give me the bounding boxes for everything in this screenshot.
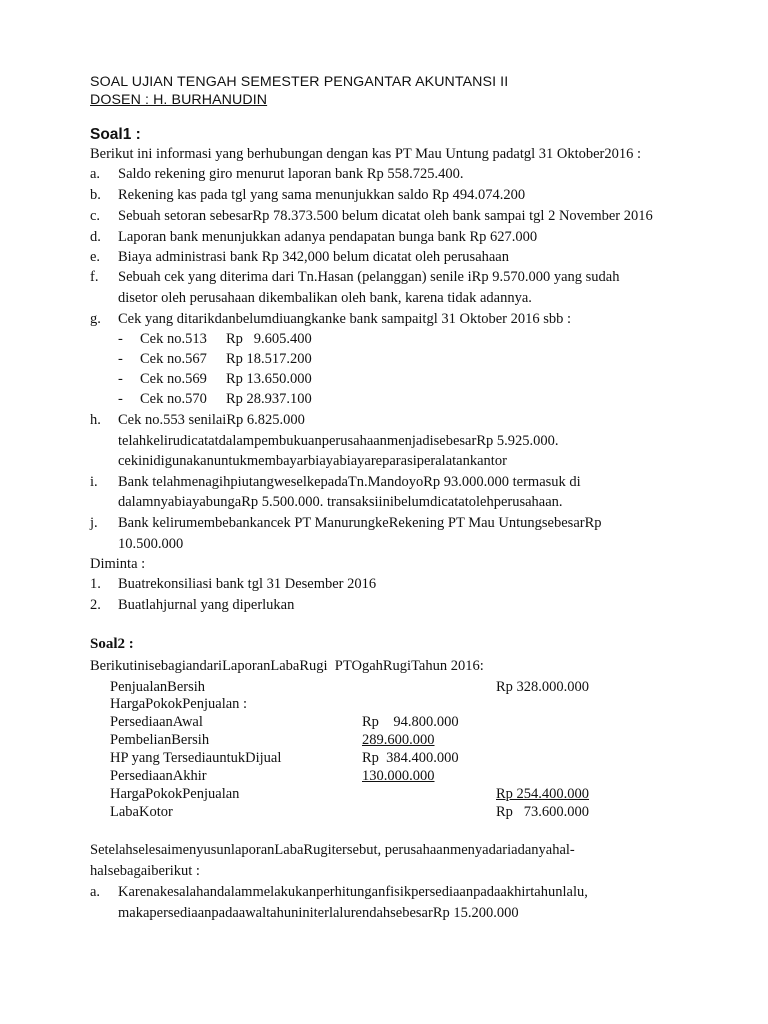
list-item: h. Cek no.553 senilaiRp 6.825.000 bbox=[90, 412, 305, 428]
statement-label: PersediaanAkhir bbox=[110, 768, 207, 784]
list-item: g. Cek yang ditarikdanbelumdiuangkanke bank sampaitgl 31 Oktober 2016 sbb : bbox=[90, 311, 572, 327]
list-item: c. Sebuah setoran sebesarRp 78.373.500 belum dicatat oleh bank sampai tgl 2 November 2016 bbox=[90, 208, 653, 224]
soal2-heading: Soal2 : bbox=[90, 636, 134, 652]
task-item: 1. Buatrekonsiliasi bank tgl 31 Desember 2016 bbox=[90, 576, 377, 592]
list-item-continuation: telahkelirudicatatdalampembukuanperusahaanmenjadisebesarRp 5.925.000. bbox=[118, 433, 559, 449]
statement-total: Rp 254.400.000 bbox=[496, 786, 590, 802]
list-item-continuation: makapersediaanpadaawaltahuniniterlalurendahsebesarRp 15.200.000 bbox=[118, 905, 519, 921]
statement-label: HargaPokokPenjualan bbox=[110, 786, 240, 802]
document-title: SOAL UJIAN TENGAH SEMESTER PENGANTAR AKUNTANSI II bbox=[90, 74, 509, 90]
check-row: - Cek no.569 Rp 13.650.000 bbox=[118, 371, 312, 387]
list-item: i. Bank telahmenagihpiutangweselkepadaTn.MandoyoRp 93.000.000 termasuk di bbox=[90, 474, 581, 490]
statement-total: Rp 328.000.000 bbox=[496, 679, 590, 695]
statement-total: Rp 73.600.000 bbox=[496, 804, 590, 820]
diminta-label: Diminta : bbox=[90, 556, 146, 572]
list-item: j. Bank kelirumembebankancek PT ManurungkeRekening PT Mau UntungsebesarRp bbox=[90, 515, 602, 531]
list-item: e. Biaya administrasi bank Rp 342,000 belum dicatat oleh perusahaan bbox=[90, 249, 509, 265]
statement-label: PersediaanAwal bbox=[110, 714, 203, 730]
list-item-continuation: cekinidigunakanuntukmembayarbiayabiayareparasiperalatankantor bbox=[118, 453, 507, 469]
soal1-intro: Berikut ini informasi yang berhubungan dengan kas PT Mau Untung padatgl 31 Oktober2016 : bbox=[90, 146, 642, 162]
list-item: a. Saldo rekening giro menurut laporan bank Rp 558.725.400. bbox=[90, 166, 464, 182]
statement-amount: Rp 384.400.000 bbox=[362, 750, 459, 766]
list-item-continuation: disetor oleh perusahaan dikembalikan oleh bank, karena tidak adannya. bbox=[118, 290, 532, 306]
check-row: - Cek no.570 Rp 28.937.100 bbox=[118, 391, 312, 407]
check-row: - Cek no.567 Rp 18.517.200 bbox=[118, 351, 312, 367]
check-row: - Cek no.513 Rp 9.605.400 bbox=[118, 331, 312, 347]
paragraph-line: halsebagaiberikut : bbox=[90, 863, 200, 879]
task-item: 2. Buatlahjurnal yang diperlukan bbox=[90, 597, 295, 613]
paragraph-line: SetelahselesaimenyusunlaporanLabaRugitersebut, perusahaanmenyadariadanyahal- bbox=[90, 842, 575, 858]
list-item: f. Sebuah cek yang diterima dari Tn.Hasan (pelanggan) senile iRp 9.570.000 yang sudah bbox=[90, 269, 620, 285]
list-item: b. Rekening kas pada tgl yang sama menunjukkan saldo Rp 494.074.200 bbox=[90, 187, 526, 203]
statement-label: HargaPokokPenjualan : bbox=[110, 696, 248, 712]
statement-label: PembelianBersih bbox=[110, 732, 210, 748]
statement-label: LabaKotor bbox=[110, 804, 173, 820]
list-item: a. Karenakesalahandalammelakukanperhitunganfisikpersediaanpadaakhirtahunlalu, bbox=[90, 884, 588, 900]
lecturer-name: DOSEN : H. BURHANUDIN bbox=[90, 92, 268, 108]
list-item-continuation: dalamnyabiayabungaRp 5.500.000. transaksiinibelumdicatatolehperusahaan. bbox=[118, 494, 563, 510]
statement-amount: 289.600.000 bbox=[362, 732, 435, 748]
list-item: d. Laporan bank menunjukkan adanya pendapatan bunga bank Rp 627.000 bbox=[90, 229, 538, 245]
statement-label: HP yang TersediauntukDijual bbox=[110, 750, 282, 766]
statement-amount: 130.000.000 bbox=[362, 768, 435, 784]
soal1-heading: Soal1 : bbox=[90, 126, 141, 143]
statement-label: PenjualanBersih bbox=[110, 679, 206, 695]
soal2-intro: BerikutinisebagiandariLaporanLabaRugi PTOgahRugiTahun 2016: bbox=[90, 658, 484, 674]
list-item-continuation: 10.500.000 bbox=[118, 536, 184, 552]
statement-amount: Rp 94.800.000 bbox=[362, 714, 459, 730]
